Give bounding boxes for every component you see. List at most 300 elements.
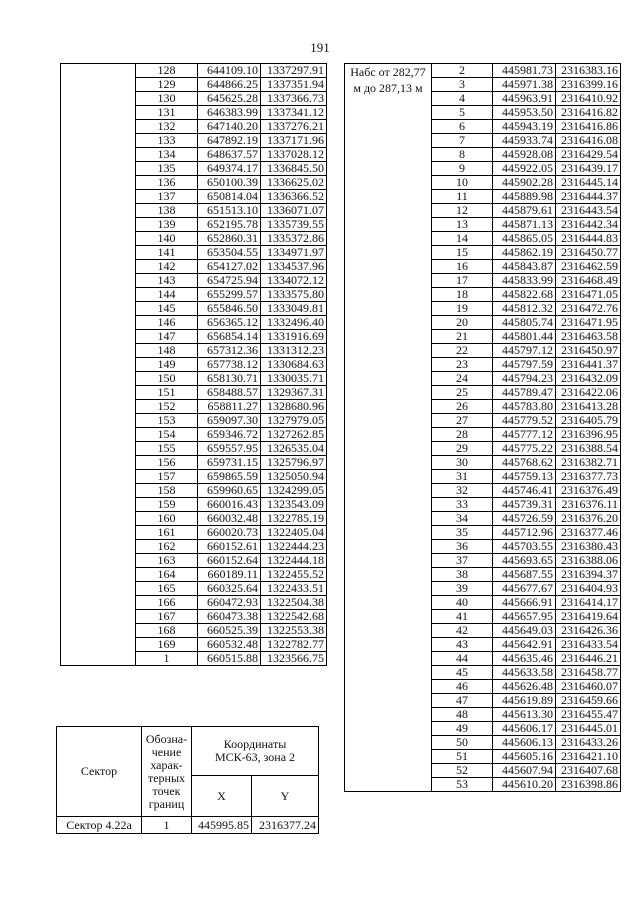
point-number: 38 <box>432 568 493 582</box>
coord-y: 1337297.91 <box>261 64 327 78</box>
coord-x: 445971.38 <box>493 78 556 92</box>
coord-x: 654725.94 <box>198 274 261 288</box>
coord-x: 445606.17 <box>493 722 556 736</box>
coord-x: 445943.19 <box>493 120 556 134</box>
coord-x: 652860.31 <box>198 232 261 246</box>
coord-y: 1325050.94 <box>261 470 327 484</box>
coord-y: 2316450.77 <box>556 246 621 260</box>
coord-x: 660016.43 <box>198 498 261 512</box>
table-row <box>61 64 327 78</box>
coord-x: 445902.28 <box>493 176 556 190</box>
point-number: 160 <box>136 512 198 526</box>
coord-y: 2316433.54 <box>556 638 621 652</box>
coord-x: 657738.12 <box>198 358 261 372</box>
coord-y: 2316388.06 <box>556 554 621 568</box>
coord-y: 2316450.97 <box>556 344 621 358</box>
coord-y: 1334971.97 <box>261 246 327 260</box>
coord-y: 2316422.06 <box>556 386 621 400</box>
coord-x: 655299.57 <box>198 288 261 302</box>
coord-x: 445779.52 <box>493 414 556 428</box>
coord-x: 646383.99 <box>198 106 261 120</box>
coord-x: 445812.32 <box>493 302 556 316</box>
coord-y: 1335739.55 <box>261 218 327 232</box>
coord-x: 445777.12 <box>493 428 556 442</box>
coord-x: 445789.47 <box>493 386 556 400</box>
coord-y: 2316377.73 <box>556 470 621 484</box>
table-row <box>57 817 319 834</box>
coord-y: 2316442.34 <box>556 218 621 232</box>
coord-x: 445693.65 <box>493 554 556 568</box>
point-number: 136 <box>136 176 198 190</box>
coord-x: 445657.95 <box>493 610 556 624</box>
coord-x: 656365.12 <box>198 316 261 330</box>
coord-y: 2316432.09 <box>556 372 621 386</box>
coord-x: 659865.59 <box>198 470 261 484</box>
coord-y: 1323543.09 <box>261 498 327 512</box>
coord-x: 659960.65 <box>198 484 261 498</box>
coord-x: 660032.48 <box>198 512 261 526</box>
point-number: 2 <box>432 64 493 78</box>
coord-y: 1330684.63 <box>261 358 327 372</box>
coord-y: 2316446.21 <box>556 652 621 666</box>
coord-x: 445822.68 <box>493 288 556 302</box>
point-number: 18 <box>432 288 493 302</box>
point-number: 134 <box>136 148 198 162</box>
coord-x: 445843.87 <box>493 260 556 274</box>
point-number: 1 <box>142 817 192 834</box>
coord-y: 1322785.19 <box>261 512 327 526</box>
point-number: 145 <box>136 302 198 316</box>
point-number: 47 <box>432 694 493 708</box>
point-number: 50 <box>432 736 493 750</box>
point-number: 141 <box>136 246 198 260</box>
point-number: 4 <box>432 92 493 106</box>
coord-x: 659346.72 <box>198 428 261 442</box>
coord-x: 445666.91 <box>493 596 556 610</box>
coord-y: 2316399.16 <box>556 78 621 92</box>
point-number: 52 <box>432 764 493 778</box>
point-number: 29 <box>432 442 493 456</box>
coord-y: 1331312.23 <box>261 344 327 358</box>
point-number: 163 <box>136 554 198 568</box>
point-number: 150 <box>136 372 198 386</box>
coord-y: 2316444.83 <box>556 232 621 246</box>
coord-x: 660189.11 <box>198 568 261 582</box>
point-number: 39 <box>432 582 493 596</box>
coord-x: 445981.73 <box>493 64 556 78</box>
coord-x: 445922.05 <box>493 162 556 176</box>
coord-x: 445871.13 <box>493 218 556 232</box>
coord-y: 2316410.92 <box>556 92 621 106</box>
coord-x: 445642.91 <box>493 638 556 652</box>
coord-x: 660152.64 <box>198 554 261 568</box>
coord-y: 2316398.86 <box>556 778 621 792</box>
point-number: 15 <box>432 246 493 260</box>
point-number: 42 <box>432 624 493 638</box>
point-number: 5 <box>432 106 493 120</box>
coord-y: 2316383.16 <box>556 64 621 78</box>
point-number: 132 <box>136 120 198 134</box>
point-number: 146 <box>136 316 198 330</box>
coord-y: 2316433.26 <box>556 736 621 750</box>
coord-x: 445619.89 <box>493 694 556 708</box>
coord-x: 445633.58 <box>493 666 556 680</box>
coord-y: 1336071.07 <box>261 204 327 218</box>
coord-y: 2316404.93 <box>556 582 621 596</box>
point-number: 167 <box>136 610 198 624</box>
coord-y: 1327979.05 <box>261 414 327 428</box>
point-number: 149 <box>136 358 198 372</box>
coord-y: 2316455.47 <box>556 708 621 722</box>
coord-y: 2316458.77 <box>556 666 621 680</box>
point-number: 45 <box>432 666 493 680</box>
coord-x: 650814.04 <box>198 190 261 204</box>
point-number: 8 <box>432 148 493 162</box>
coord-y: 2316416.82 <box>556 106 621 120</box>
coord-y: 1327262.85 <box>261 428 327 442</box>
coord-y: 1337351.94 <box>261 78 327 92</box>
coord-y: 2316414.17 <box>556 596 621 610</box>
coord-x: 651513.10 <box>198 204 261 218</box>
coord-y: 1336366.52 <box>261 190 327 204</box>
point-number: 34 <box>432 512 493 526</box>
point-number: 158 <box>136 484 198 498</box>
coord-y: 1337366.73 <box>261 92 327 106</box>
point-number: 22 <box>432 344 493 358</box>
coord-y: 2316471.95 <box>556 316 621 330</box>
coord-x: 445833.99 <box>493 274 556 288</box>
coord-x: 445889.98 <box>493 190 556 204</box>
coord-y: 1322444.23 <box>261 540 327 554</box>
point-number: 17 <box>432 274 493 288</box>
coord-y: 2316416.86 <box>556 120 621 134</box>
header-coordinates: Координаты МСК-63, зона 2 <box>192 727 319 776</box>
coord-x: 660515.88 <box>198 652 261 666</box>
coord-y: 2316426.36 <box>556 624 621 638</box>
point-number: 152 <box>136 400 198 414</box>
coord-x: 445613.30 <box>493 708 556 722</box>
coord-y: 1331916.69 <box>261 330 327 344</box>
coord-x: 657312.36 <box>198 344 261 358</box>
header-x: X <box>192 776 252 817</box>
coord-x: 653504.55 <box>198 246 261 260</box>
coord-x: 445794.23 <box>493 372 556 386</box>
coord-x: 445759.13 <box>493 470 556 484</box>
point-number: 142 <box>136 260 198 274</box>
coord-x: 445746.41 <box>493 484 556 498</box>
point-number: 161 <box>136 526 198 540</box>
point-number: 7 <box>432 134 493 148</box>
point-number: 151 <box>136 386 198 400</box>
coord-y: 1337171.96 <box>261 134 327 148</box>
header-sector: Сектор <box>57 727 142 817</box>
point-number: 3 <box>432 78 493 92</box>
point-number: 148 <box>136 344 198 358</box>
coord-x: 658488.57 <box>198 386 261 400</box>
coord-x: 445605.16 <box>493 750 556 764</box>
point-number: 20 <box>432 316 493 330</box>
coord-y: 1322553.38 <box>261 624 327 638</box>
point-number: 157 <box>136 470 198 484</box>
coord-y: 2316439.17 <box>556 162 621 176</box>
right-table-body <box>345 64 621 792</box>
coord-y: 1324299.05 <box>261 484 327 498</box>
point-number: 147 <box>136 330 198 344</box>
sector-cell-empty <box>61 64 136 666</box>
point-number: 169 <box>136 638 198 652</box>
point-number: 140 <box>136 232 198 246</box>
point-number: 162 <box>136 540 198 554</box>
header-y: Y <box>252 776 319 817</box>
point-number: 51 <box>432 750 493 764</box>
coord-y: 1332496.40 <box>261 316 327 330</box>
coord-y: 2316471.05 <box>556 288 621 302</box>
coord-y: 1329367.31 <box>261 386 327 400</box>
coord-y: 2316468.49 <box>556 274 621 288</box>
coord-y: 2316405.79 <box>556 414 621 428</box>
point-number: 27 <box>432 414 493 428</box>
coord-y: 2316463.58 <box>556 330 621 344</box>
left-table-body <box>61 64 327 666</box>
coord-y: 1323566.75 <box>261 652 327 666</box>
sector-table-body <box>57 817 319 834</box>
coord-y: 2316394.37 <box>556 568 621 582</box>
coord-x: 445606.13 <box>493 736 556 750</box>
coord-y: 2316376.20 <box>556 512 621 526</box>
coord-y: 2316419.64 <box>556 610 621 624</box>
coord-y: 2316421.10 <box>556 750 621 764</box>
coord-y: 2316376.49 <box>556 484 621 498</box>
point-number: 26 <box>432 400 493 414</box>
coord-y: 1330035.71 <box>261 372 327 386</box>
point-number: 164 <box>136 568 198 582</box>
point-number: 10 <box>432 176 493 190</box>
point-number: 19 <box>432 302 493 316</box>
coord-y: 2316413.28 <box>556 400 621 414</box>
point-number: 143 <box>136 274 198 288</box>
point-number: 153 <box>136 414 198 428</box>
coord-x: 649374.17 <box>198 162 261 176</box>
coord-x: 645625.28 <box>198 92 261 106</box>
coord-y: 2316460.07 <box>556 680 621 694</box>
coord-x: 659097.30 <box>198 414 261 428</box>
coord-y: 1336625.02 <box>261 176 327 190</box>
coord-y: 1333049.81 <box>261 302 327 316</box>
coord-y: 2316445.14 <box>556 176 621 190</box>
coord-x: 644866.25 <box>198 78 261 92</box>
coord-x: 445865.05 <box>493 232 556 246</box>
coord-y: 2316444.37 <box>556 190 621 204</box>
coord-x: 445703.55 <box>493 540 556 554</box>
sector-label: Набс от 282,77 м до 287,13 м <box>345 64 432 792</box>
table-row <box>345 64 621 78</box>
coord-x: 660325.64 <box>198 582 261 596</box>
coord-y: 2316380.43 <box>556 540 621 554</box>
coord-x: 445953.50 <box>493 106 556 120</box>
sector-header-table <box>56 726 319 834</box>
coord-x: 660525.39 <box>198 624 261 638</box>
point-number: 37 <box>432 554 493 568</box>
coord-y: 2316382.71 <box>556 456 621 470</box>
point-number: 144 <box>136 288 198 302</box>
coord-y: 1322542.68 <box>261 610 327 624</box>
coord-x: 445797.12 <box>493 344 556 358</box>
coord-x: 445797.59 <box>493 358 556 372</box>
point-number: 21 <box>432 330 493 344</box>
coord-x: 445862.19 <box>493 246 556 260</box>
coord-y: 1337276.21 <box>261 120 327 134</box>
point-number: 48 <box>432 708 493 722</box>
point-number: 130 <box>136 92 198 106</box>
coord-x: 445712.96 <box>493 526 556 540</box>
point-number: 133 <box>136 134 198 148</box>
coord-x: 659557.95 <box>198 442 261 456</box>
point-number: 11 <box>432 190 493 204</box>
point-number: 159 <box>136 498 198 512</box>
coord-x: 445687.55 <box>493 568 556 582</box>
coord-y: 2316407.68 <box>556 764 621 778</box>
coord-x: 445607.94 <box>493 764 556 778</box>
coord-x: 445963.91 <box>493 92 556 106</box>
coord-y: 1337028.12 <box>261 148 327 162</box>
point-number: 33 <box>432 498 493 512</box>
coord-y: 1335372.86 <box>261 232 327 246</box>
coord-x: 647140.20 <box>198 120 261 134</box>
point-number: 6 <box>432 120 493 134</box>
point-number: 53 <box>432 778 493 792</box>
coord-y: 1322504.38 <box>261 596 327 610</box>
point-number: 13 <box>432 218 493 232</box>
coord-x: 660532.48 <box>198 638 261 652</box>
point-number: 129 <box>136 78 198 92</box>
point-number: 24 <box>432 372 493 386</box>
point-number: 36 <box>432 540 493 554</box>
point-number: 23 <box>432 358 493 372</box>
point-number: 35 <box>432 526 493 540</box>
header-designation: Обозна-чение харак-терных точек границ <box>142 727 192 817</box>
coord-x: 658130.71 <box>198 372 261 386</box>
point-number: 166 <box>136 596 198 610</box>
coord-y: 1322782.77 <box>261 638 327 652</box>
point-number: 25 <box>432 386 493 400</box>
point-number: 12 <box>432 204 493 218</box>
point-number: 31 <box>432 470 493 484</box>
point-number: 16 <box>432 260 493 274</box>
coord-x: 445805.74 <box>493 316 556 330</box>
point-number: 137 <box>136 190 198 204</box>
right-coordinates-table <box>344 63 621 792</box>
point-number: 43 <box>432 638 493 652</box>
coord-y: 1326535.04 <box>261 442 327 456</box>
coord-x: 647892.19 <box>198 134 261 148</box>
left-coordinates-table <box>60 63 327 666</box>
coord-x: 445801.44 <box>493 330 556 344</box>
coord-x: 445928.08 <box>493 148 556 162</box>
coord-x: 445768.62 <box>493 456 556 470</box>
point-number: 40 <box>432 596 493 610</box>
point-number: 165 <box>136 582 198 596</box>
coord-x: 445783.80 <box>493 400 556 414</box>
coord-y: 2316441.37 <box>556 358 621 372</box>
coord-x: 445626.48 <box>493 680 556 694</box>
coord-y: 2316377.24 <box>252 817 319 834</box>
coord-y: 1322405.04 <box>261 526 327 540</box>
coord-x: 445726.59 <box>493 512 556 526</box>
coord-x: 648637.57 <box>198 148 261 162</box>
coord-y: 1334072.12 <box>261 274 327 288</box>
coord-x: 445610.20 <box>493 778 556 792</box>
coord-x: 658811.27 <box>198 400 261 414</box>
coord-x: 445649.03 <box>493 624 556 638</box>
page-number: 191 <box>310 40 330 55</box>
point-number: 44 <box>432 652 493 666</box>
coord-x: 656854.14 <box>198 330 261 344</box>
coord-y: 2316429.54 <box>556 148 621 162</box>
coord-x: 445995.85 <box>192 817 252 834</box>
point-number: 131 <box>136 106 198 120</box>
coord-y: 1322444.18 <box>261 554 327 568</box>
coord-y: 2316416.08 <box>556 134 621 148</box>
coord-y: 1322433.51 <box>261 582 327 596</box>
point-number: 9 <box>432 162 493 176</box>
coord-x: 445775.22 <box>493 442 556 456</box>
point-number: 139 <box>136 218 198 232</box>
sector-name: Сектор 4.22а <box>57 817 142 834</box>
coord-y: 1333575.80 <box>261 288 327 302</box>
coord-x: 654127.02 <box>198 260 261 274</box>
coord-y: 2316443.54 <box>556 204 621 218</box>
coord-y: 2316388.54 <box>556 442 621 456</box>
coord-y: 2316462.59 <box>556 260 621 274</box>
coord-y: 2316445.01 <box>556 722 621 736</box>
point-number: 155 <box>136 442 198 456</box>
point-number: 156 <box>136 456 198 470</box>
coord-x: 660472.93 <box>198 596 261 610</box>
point-number: 14 <box>432 232 493 246</box>
coord-y: 1325796.97 <box>261 456 327 470</box>
coord-x: 445677.67 <box>493 582 556 596</box>
point-number: 1 <box>136 652 198 666</box>
coord-x: 644109.10 <box>198 64 261 78</box>
point-number: 28 <box>432 428 493 442</box>
point-number: 138 <box>136 204 198 218</box>
coord-x: 660152.61 <box>198 540 261 554</box>
coord-x: 650100.39 <box>198 176 261 190</box>
point-number: 168 <box>136 624 198 638</box>
point-number: 32 <box>432 484 493 498</box>
point-number: 30 <box>432 456 493 470</box>
coord-y: 1337341.12 <box>261 106 327 120</box>
point-number: 154 <box>136 428 198 442</box>
point-number: 128 <box>136 64 198 78</box>
coord-x: 660020.73 <box>198 526 261 540</box>
coord-y: 2316377.46 <box>556 526 621 540</box>
coord-x: 655846.50 <box>198 302 261 316</box>
coord-x: 659731.15 <box>198 456 261 470</box>
point-number: 41 <box>432 610 493 624</box>
coord-y: 2316396.95 <box>556 428 621 442</box>
coord-y: 1336845.50 <box>261 162 327 176</box>
coord-x: 652195.78 <box>198 218 261 232</box>
coord-x: 445933.74 <box>493 134 556 148</box>
point-number: 46 <box>432 680 493 694</box>
coord-x: 660473.38 <box>198 610 261 624</box>
coord-y: 1322455.52 <box>261 568 327 582</box>
point-number: 49 <box>432 722 493 736</box>
coord-y: 1328680.96 <box>261 400 327 414</box>
coord-x: 445879.61 <box>493 204 556 218</box>
coord-y: 2316472.76 <box>556 302 621 316</box>
